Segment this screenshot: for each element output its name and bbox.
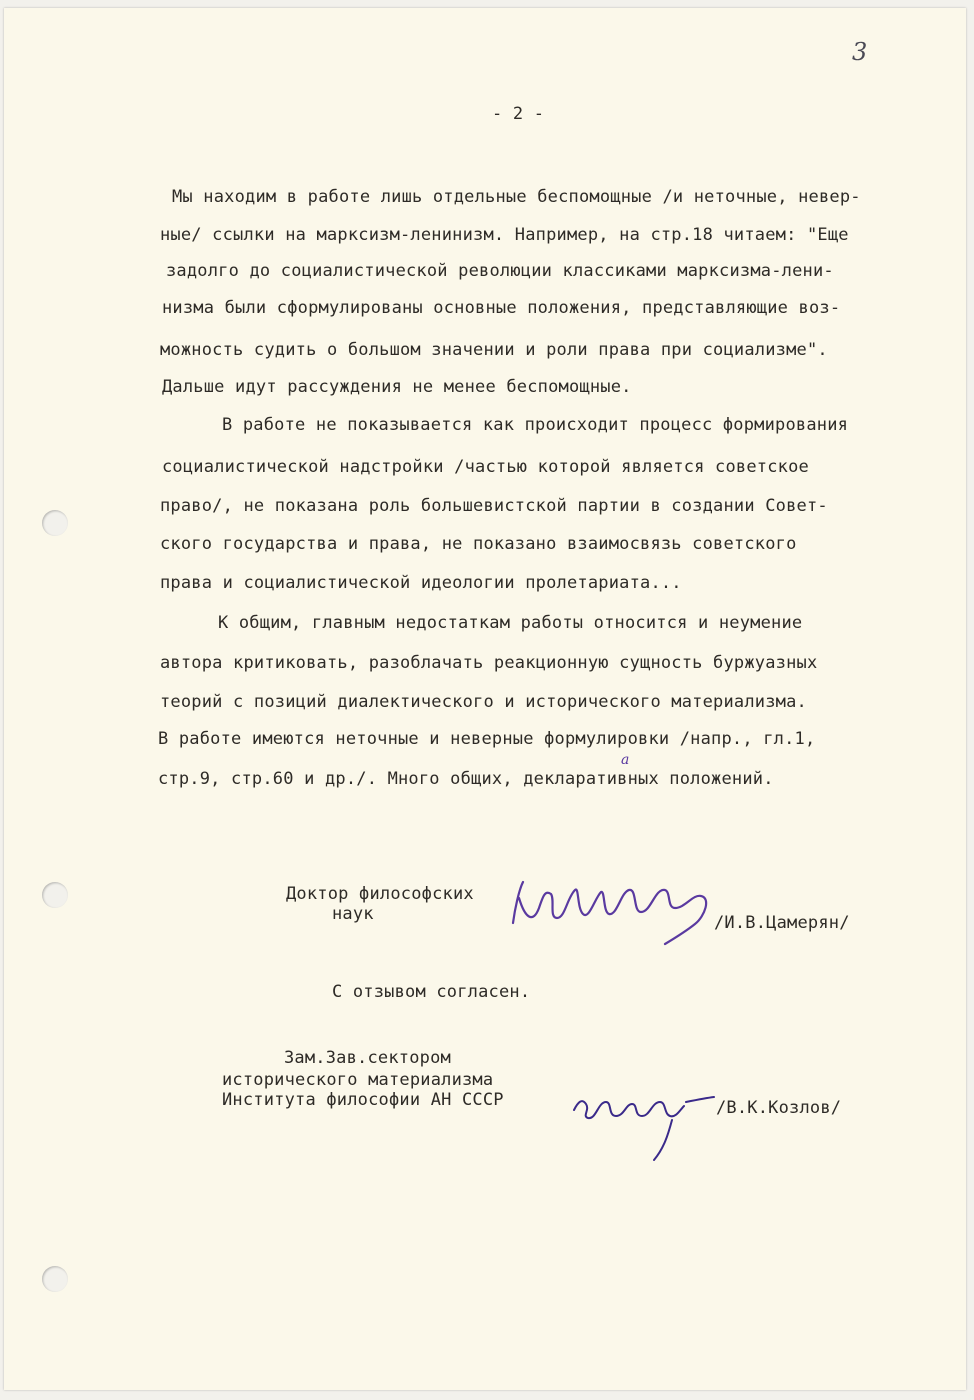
- text-line: низма были сформулированы основные положения, представляющие воз-: [162, 298, 841, 318]
- signer2-title: Зам.Зав.сектором: [284, 1048, 451, 1068]
- text-line: Дальше идут рассуждения не менее беспомощные.: [162, 377, 632, 397]
- page-number: - 2 -: [492, 104, 545, 124]
- text-line: ского государства и права, не показано взаимосвязь советского: [160, 534, 797, 554]
- text-line: К общим, главным недостаткам работы относится и неумение: [218, 613, 803, 633]
- text-line: автора критиковать, разоблачать реакционную сущность буржуазных: [160, 653, 818, 673]
- text-line: ные/ ссылки на марксизм-ленинизм. Например, на стр.18 читаем: "Еще: [160, 225, 849, 245]
- text-line: задолго до социалистической революции классиками марксизма-лени-: [166, 261, 834, 281]
- punch-hole: [42, 1266, 68, 1292]
- agreement-text: С отзывом согласен.: [332, 982, 531, 1002]
- archive-page-number: 3: [852, 38, 868, 66]
- signer2-title: исторического материализма: [222, 1070, 494, 1090]
- signer2-title: Института философии АН СССР: [222, 1090, 504, 1110]
- signer2-name: /В.К.Козлов/: [716, 1098, 842, 1118]
- text-line: право/, не показана роль большевистской партии в создании Совет-: [160, 496, 828, 516]
- text-line: Мы находим в работе лишь отдельные беспомощные /и неточные, невер-: [172, 187, 861, 207]
- signer1-title: Доктор философских: [286, 884, 474, 904]
- signature-2-icon: [568, 1080, 718, 1165]
- signature-1-icon: [505, 868, 720, 953]
- text-line: теорий с позиций диалектического и исторического материализма.: [160, 692, 807, 712]
- text-line: В работе имеются неточные и неверные формулировки /напр., гл.1,: [158, 729, 816, 749]
- text-line: социалистической надстройки /частью которой является советское: [162, 457, 809, 477]
- punch-hole: [42, 510, 68, 536]
- punch-hole: [42, 882, 68, 908]
- text-line: В работе не показывается как происходит процесс формирования: [222, 415, 849, 435]
- text-line: стр.9, стр.60 и др./. Много общих, декларативных положений.: [158, 769, 774, 789]
- signer1-title: наук: [332, 904, 374, 924]
- text-line: права и социалистической идеологии пролетариата...: [160, 573, 682, 593]
- signer1-name: /И.В.Цамерян/: [714, 913, 850, 933]
- text-line: можность судить о большом значении и роли права при социализме".: [160, 340, 828, 360]
- handwritten-correction: а: [621, 752, 630, 768]
